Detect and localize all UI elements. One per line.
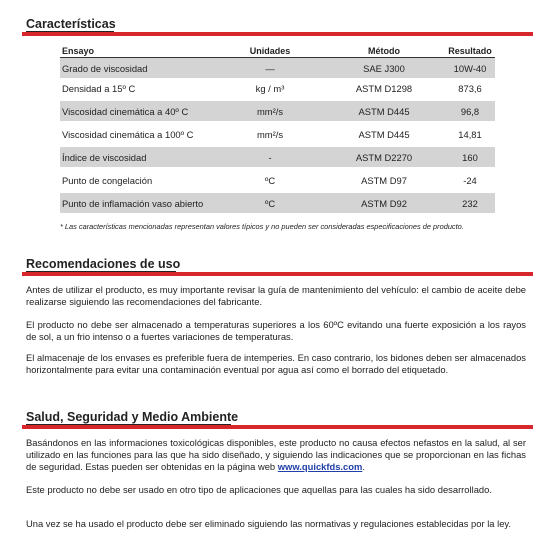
section-red-rule: [22, 32, 533, 36]
section-title-seguridad: Salud, Seguridad y Medio Ambiente: [26, 410, 239, 424]
quickfds-link[interactable]: www.quickfds.com: [277, 461, 363, 472]
table-row: [60, 193, 495, 213]
section-red-rule: [22, 425, 533, 429]
table-row: [60, 58, 495, 78]
paragraph-end: .: [362, 461, 365, 472]
cell-resultado: 160: [462, 151, 478, 163]
header-metodo: Método: [368, 46, 400, 56]
cell-unidades: ºC: [264, 174, 276, 186]
table-footnote: * Las características mencionadas representan valores típicos y no pueden ser consideradas especificaciones de producto.: [60, 222, 464, 231]
cell-unidades: -: [268, 151, 272, 163]
cell-metodo: ASTM D2270: [355, 151, 413, 163]
header-unidades: Unidades: [249, 46, 291, 56]
cell-metodo: ASTM D1298: [355, 82, 413, 94]
paragraph: Antes de utilizar el producto, es muy importante revisar la guía de mantenimiento del vehículo: el cambio de aceite debe realizarse siguiendo las recomendaciones del fabricante.: [26, 284, 526, 307]
paragraph: Este producto no debe ser usado en otro tipo de aplicaciones que aquellas para las cuales ha sido desarrollado.: [26, 484, 492, 495]
cell-ensayo: Grado de viscosidad: [62, 62, 148, 74]
cell-unidades: kg / m³: [255, 82, 285, 94]
cell-ensayo: Punto de inflamación vaso abierto: [62, 197, 204, 209]
table-row: [60, 101, 495, 121]
cell-resultado: 10W-40: [453, 62, 487, 74]
cell-resultado: 232: [462, 197, 478, 209]
paragraph-text: Basándonos en las informaciones toxicológicas disponibles, este producto no causa efectos nefastos en la salud, al ser utilizado en las funciones para las que ha sido diseñado, y siguiendo las indicaciones que se proporcionan en las fichas de seguridad. Estas pueden ser obtenidas en la página web: [26, 437, 526, 472]
table-header: [60, 44, 495, 56]
cell-unidades: mm²/s: [256, 105, 284, 117]
paragraph: El almacenaje de los envases es preferible fuera de intemperies. En caso contrario, los bidones deben ser almacenados horizontalmente para evitar una contaminación eventual por agua así como el borrado del etiquetado.: [26, 352, 526, 375]
cell-ensayo: Densidad a 15º C: [62, 82, 136, 94]
cell-metodo: ASTM D97: [361, 174, 407, 186]
section-title-caracteristicas: Características: [26, 17, 116, 31]
cell-resultado: -24: [463, 174, 477, 186]
header-ensayo: Ensayo: [62, 46, 95, 56]
header-resultado: Resultado: [448, 46, 492, 56]
paragraph: El producto no debe ser almacenado a temperaturas superiores a los 60ºC evitando una fuerte exposición a los rayos de sol, a un frio intenso o a fuertes variaciones de temperaturas.: [26, 319, 526, 342]
section-red-rule: [22, 272, 533, 276]
cell-resultado: 873,6: [458, 82, 482, 94]
cell-unidades: ºC: [264, 197, 276, 209]
cell-resultado: 14,81: [458, 128, 482, 140]
cell-resultado: 96,8: [460, 105, 480, 117]
cell-ensayo: Viscosidad cinemática a 40º C: [62, 105, 189, 117]
cell-ensayo: Índice de viscosidad: [62, 151, 147, 163]
table-row: [60, 147, 495, 167]
cell-unidades: —: [265, 62, 275, 74]
cell-unidades: mm²/s: [256, 128, 284, 140]
section-title-recomendaciones: Recomendaciones de uso: [26, 257, 181, 271]
cell-metodo: ASTM D92: [361, 197, 407, 209]
table-row: [60, 170, 495, 190]
paragraph: Una vez se ha usado el producto debe ser eliminado siguiendo las normativas y regulaciones establecidas por la ley.: [26, 518, 512, 529]
cell-ensayo: Punto de congelación: [62, 174, 153, 186]
cell-metodo: SAE J300: [363, 62, 405, 74]
cell-ensayo: Viscosidad cinemática a 100º C: [62, 128, 194, 140]
table-row: [60, 124, 495, 144]
cell-metodo: ASTM D445: [358, 128, 410, 140]
paragraph: [26, 437, 526, 473]
cell-metodo: ASTM D445: [358, 105, 410, 117]
table-row: [60, 78, 495, 98]
